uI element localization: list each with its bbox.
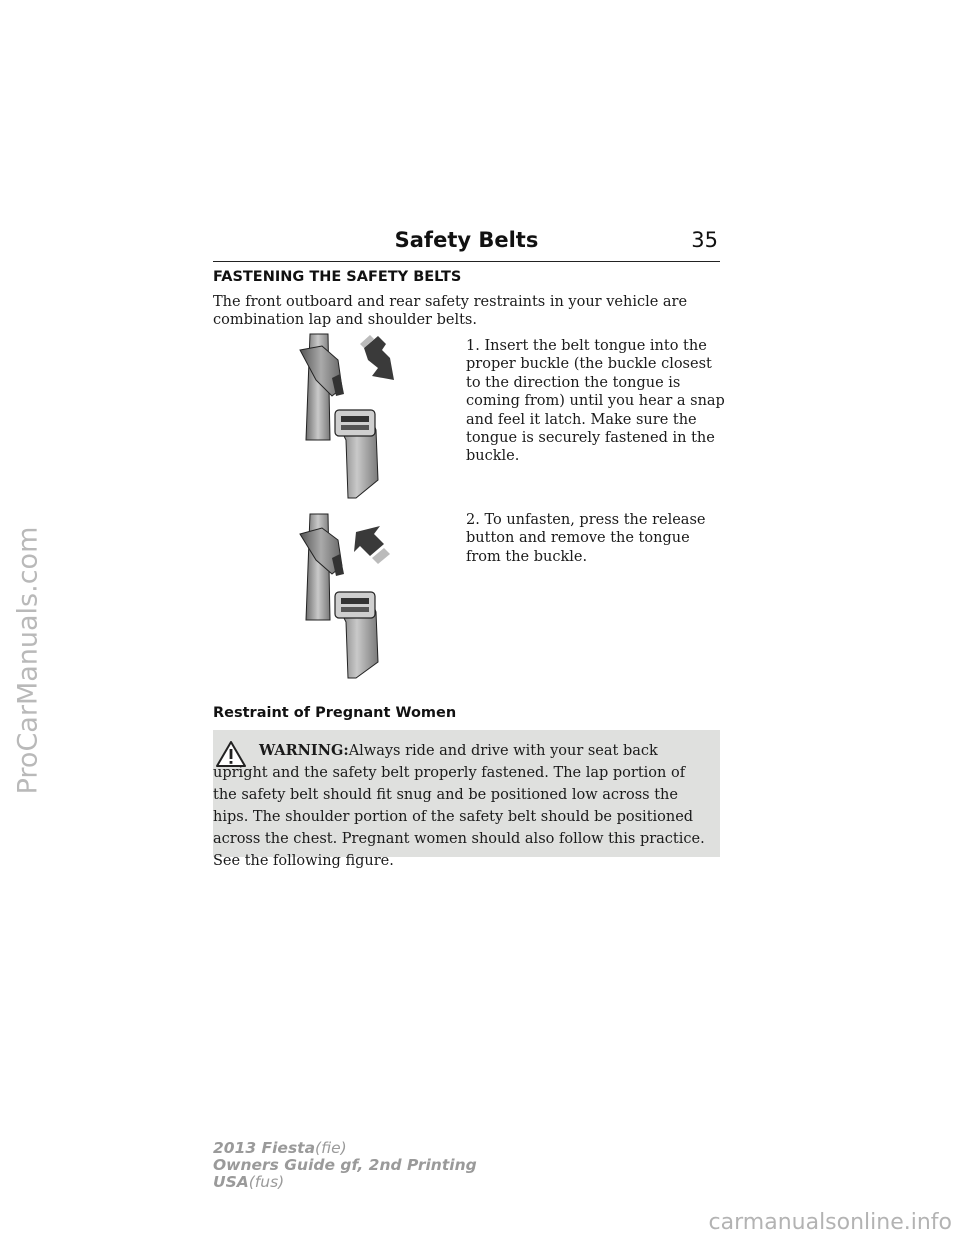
section-heading: FASTENING THE SAFETY BELTS [213, 269, 462, 285]
warning-text [213, 740, 713, 872]
arrow-up-right-icon [354, 526, 390, 564]
buckle-release-illustration [286, 510, 398, 680]
footer-model: 2013 Fiesta [213, 1139, 316, 1157]
warning-body: Always ride and drive with your seat back upright and the safety belt properly fastened. The lap portion of the safety belt should fit snug and be positioned low across the hips. The shoulder portion of the safety belt should be positioned across the chest. Pregnant women should also follow this practice. See the following figure. [213, 743, 705, 869]
step-2-text: 2. To unfasten, press the release button and remove the tongue from the buckle. [466, 512, 706, 565]
side-watermark [6, 526, 50, 794]
page-title: Safety Belts [394, 228, 539, 252]
arrow-down-right-icon [360, 335, 394, 380]
subsection-heading: Restraint of Pregnant Women [213, 705, 457, 721]
page-number: 35 [691, 228, 718, 252]
footer-model-code: (fie) [315, 1139, 347, 1157]
bottom-watermark: carmanualsonline.info [708, 1210, 952, 1235]
footer-region-code: (fus) [248, 1173, 285, 1191]
footer-region: USA [213, 1173, 249, 1191]
buckle-fasten-illustration [286, 330, 398, 500]
warning-label: WARNING: [259, 742, 349, 759]
footer-guide: Owners Guide gf, 2nd Printing [213, 1156, 477, 1174]
step-1-text: 1. Insert the belt tongue into the proper buckle (the buckle closest to the direction the tongue is coming from) until you hear a snap and feel it latch. Make sure the tongue is securely fastened in the buckle. [466, 338, 725, 465]
intro-paragraph: The front outboard and rear safety restraints in your vehicle are combination lap and shoulder belts. [213, 294, 688, 328]
side-watermark-text: ProCarManuals.com [12, 526, 44, 794]
footer [213, 1140, 477, 1191]
page-header [213, 228, 720, 262]
